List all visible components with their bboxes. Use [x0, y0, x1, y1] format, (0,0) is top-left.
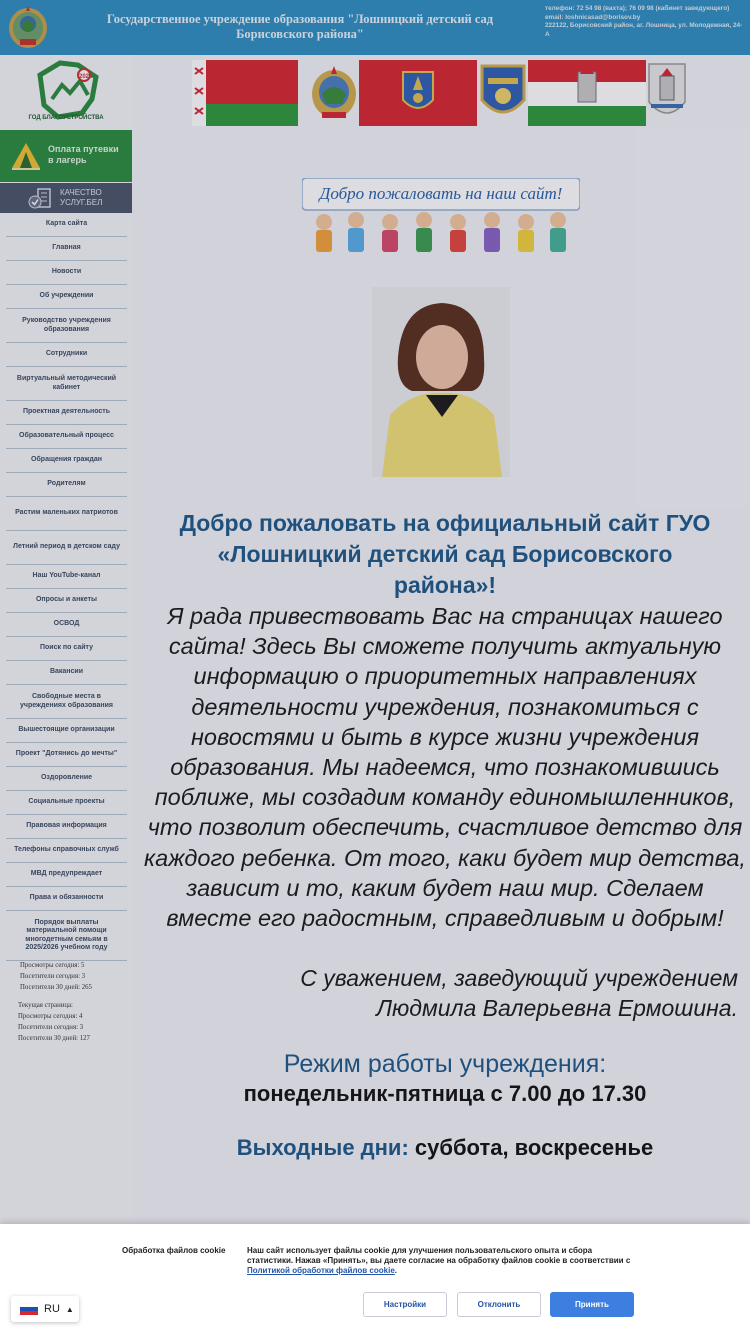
sidebar-item-summer[interactable]: Летний период в детском саду	[6, 531, 127, 565]
stat-line: Посетители 30 дней: 265	[20, 984, 92, 991]
cookie-consent-bar	[0, 1224, 750, 1333]
sidebar-item-health[interactable]: Оздоровление	[6, 767, 127, 791]
belarus-flag-icon	[192, 60, 298, 126]
belarus-emblem-icon	[310, 60, 358, 126]
sidebar-item-education-process[interactable]: Образовательный процесс	[6, 425, 127, 449]
sidebar-item-staff[interactable]: Сотрудники	[6, 343, 127, 367]
sidebar-item-news[interactable]: Новости	[6, 261, 127, 285]
sidebar-menu	[6, 213, 127, 961]
sidebar-item-about[interactable]: Об учреждении	[6, 285, 127, 309]
site-header	[0, 0, 750, 55]
signature-position: С уважением, заведующий учреждением	[300, 965, 738, 992]
stat-line: Посетители сегодня: 3	[20, 973, 86, 980]
cookie-reject-button[interactable]: Отклонить	[457, 1292, 541, 1317]
cookie-settings-button[interactable]: Настройки	[363, 1292, 447, 1317]
cookie-text	[247, 1246, 632, 1276]
year-label: ГОД БЛАГОУСТРОЙСТВА	[28, 115, 104, 121]
working-hours-text: понедельник-пятница с 7.00 до 17.30	[243, 1081, 647, 1107]
welcome-kids-banner	[302, 178, 580, 260]
sidebar-item-rights-duties[interactable]: Права и обязанности	[6, 887, 127, 911]
header-contacts	[545, 5, 745, 39]
contact-address: 222122, Борисовский район, аг. Лошница, ул. Молодежная, 24-А	[545, 22, 743, 38]
tent-icon	[10, 140, 42, 172]
page-visit-stats	[18, 1000, 128, 1044]
language-switcher[interactable]	[11, 1296, 79, 1322]
signature	[140, 963, 750, 1023]
year-badge: 2025	[79, 74, 93, 80]
sidebar-item-sitemap[interactable]: Карта сайта	[6, 213, 127, 237]
sidebar-item-higher-orgs[interactable]: Вышестоящие организации	[6, 719, 127, 743]
stat-heading: Текущая страница:	[18, 1002, 73, 1009]
sidebar-item-site-search[interactable]: Поиск по сайту	[6, 637, 127, 661]
welcome-title: Добро пожаловать на официальный сайт ГУО «Лошницкий детский сад Борисовского района»!	[179, 510, 711, 598]
sidebar-item-youtube[interactable]: Наш YouTube-канал	[6, 565, 127, 589]
weekend-value: суббота, воскресенье	[414, 1135, 654, 1161]
sidebar	[0, 55, 132, 1225]
camp-payment-banner[interactable]	[0, 130, 132, 182]
site-title: Государственное учреждение образования "Лошницкий детский сад Борисовского района"	[106, 12, 494, 41]
sidebar-item-osvod[interactable]: ОСВОД	[6, 613, 127, 637]
russia-flag-icon	[20, 1303, 38, 1315]
cookie-policy-link[interactable]: Политикой обработки файлов cookie	[247, 1266, 395, 1275]
sidebar-item-dream-project[interactable]: Проект "Дотянись до мечты"	[6, 743, 127, 767]
main-content	[140, 508, 750, 1163]
minsk-region-flag-icon	[359, 60, 477, 126]
stat-line: Просмотры сегодня: 4	[18, 1013, 83, 1020]
sidebar-item-home[interactable]: Главная	[6, 237, 127, 261]
weekend-days	[140, 1133, 750, 1163]
national-symbols-row	[192, 60, 688, 128]
director-portrait	[372, 287, 510, 477]
quality-banner-text: КАЧЕСТВО УСЛУГ.БЕЛ	[60, 188, 103, 207]
stat-line: Просмотры сегодня: 5	[20, 962, 85, 969]
chevron-up-icon: ▲	[65, 1304, 74, 1314]
cookie-accept-button[interactable]: Принять	[550, 1292, 634, 1317]
sidebar-item-material-aid[interactable]: Порядок выплаты материальной помощи многодетным семьям в 2025/2026 учебном году	[6, 911, 127, 961]
cookie-text-end: .	[394, 1266, 398, 1275]
sidebar-item-management[interactable]: Руководство учреждения образования	[6, 309, 127, 343]
site-visit-stats	[20, 960, 130, 993]
sidebar-item-vacancies[interactable]: Вакансии	[6, 661, 127, 685]
borisov-emblem-icon	[646, 60, 688, 126]
sidebar-item-social-projects[interactable]: Социальные проекты	[6, 791, 127, 815]
cookie-title: Обработка файлов cookie	[122, 1246, 226, 1255]
building-check-icon	[28, 187, 54, 209]
contact-phone: телефон: 72 54 98 (вахта); 76 09 98 (кабинет заведующего)	[545, 5, 730, 12]
working-hours-heading: Режим работы учреждения:	[283, 1050, 607, 1079]
camp-banner-text: Оплата путевки в лагерь	[48, 144, 119, 165]
sidebar-item-patriots[interactable]: Растим маленьких патриотов	[6, 497, 127, 531]
stat-line: Посетители сегодня: 3	[18, 1024, 84, 1031]
contact-email[interactable]: email: loshnicasad@borisov.by	[545, 13, 641, 21]
borisov-district-flag-icon	[528, 60, 646, 126]
belarus-emblem-icon	[6, 4, 50, 50]
weekend-label: Выходные дни:	[236, 1135, 409, 1161]
quality-services-banner[interactable]	[0, 183, 132, 213]
sidebar-item-projects[interactable]: Проектная деятельность	[6, 401, 127, 425]
sidebar-item-surveys[interactable]: Опросы и анкеты	[6, 589, 127, 613]
sidebar-item-parents[interactable]: Родителям	[6, 473, 127, 497]
children-figures	[316, 212, 566, 252]
signature-name: Людмила Валерьевна Ермошина.	[376, 995, 738, 1022]
sidebar-item-free-places[interactable]: Свободные места в учреждениях образования	[6, 685, 127, 719]
director-greeting: Я рада привествовать Вас на страницах нашего сайта! Здесь Вы сможете получить актуальную информацию о приоритетных направлениях деятельности учреждения, познакомиться с новостями и быть в курсе жизни учреждения образования. Мы надеемся, что познакомившись поближе, мы создадим команду единомышленников, что позволит обеспечить, счастливое детство для каждого ребенка. От того, каки будет мир детства, зависит и то, каким будет наш мир. Сделаем вместе его радостным, справедливым и добрым!	[144, 603, 746, 932]
stat-line: Посетители 30 дней: 127	[18, 1035, 90, 1042]
sidebar-item-legal-info[interactable]: Правовая информация	[6, 815, 127, 839]
sidebar-item-citizen-appeals[interactable]: Обращения граждан	[6, 449, 127, 473]
sidebar-item-hotlines[interactable]: Телефоны справочных служб	[6, 839, 127, 863]
sidebar-item-mvd[interactable]: МВД предупреждает	[6, 863, 127, 887]
banner-text: Добро пожаловать на наш сайт!	[319, 184, 563, 203]
cookie-text-body: Наш сайт использует файлы cookie для улучшения пользовательского опыта и сбора статистики. Нажав «Принять», вы даете согласие на обработку файлов cookie в соответствии с	[247, 1246, 631, 1265]
language-code: RU	[44, 1303, 60, 1315]
minsk-region-emblem-icon	[478, 60, 528, 126]
sidebar-item-methodical-cabinet[interactable]: Виртуальный методический кабинет	[6, 367, 127, 401]
